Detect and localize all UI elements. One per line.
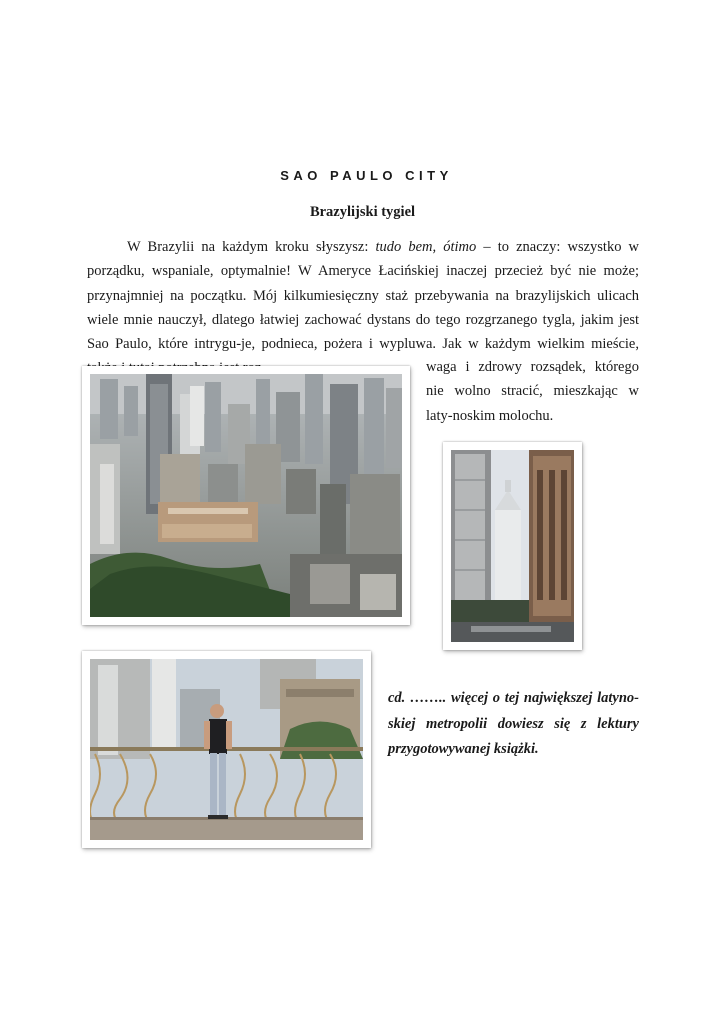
photo-man-at-railing	[82, 651, 371, 848]
page-subtitle: Brazylijski tygiel	[309, 204, 416, 220]
photo-aerial-city	[82, 366, 410, 625]
man-at-railing-image	[90, 659, 363, 840]
aerial-city-image	[90, 374, 402, 617]
page-title: SAO PAULO CITY	[280, 168, 453, 183]
paragraph-text-1: W Brazylii na każdym kroku słyszysz:	[127, 239, 376, 255]
paragraph-text-2: – to znaczy: wszystko w porządku, wspaniale, optymalnie! W Ameryce Łacińskiej inaczej przecież być nie może; przynajmniej na początku. Mój kilkumiesięczny staż przebywania na brazylijskich ulicach wiele mnie nauczył, dlatego łatwiej zachować dystans do tego rozgrzanego tygla, jakim jest Sao Paulo, które intrygu-je, podnieca, pożera i wypluwa. Jak w każdym wielkim mieście,	[87, 239, 640, 353]
photo-skyscraper-street	[443, 442, 582, 650]
paragraph-italic: tudo bem, ótimo	[375, 239, 477, 255]
continuation-note: cd. …….. więcej o tej największej latyno-skiej metropolii dowiesz się z lektury przygotowywanej książki.	[388, 690, 639, 757]
skyscraper-street-image	[451, 450, 574, 642]
paragraph-continuation: waga i zdrowy rozsądek, którego nie wolno stracić, mieszkając w laty-noskim molochu.	[426, 359, 639, 424]
